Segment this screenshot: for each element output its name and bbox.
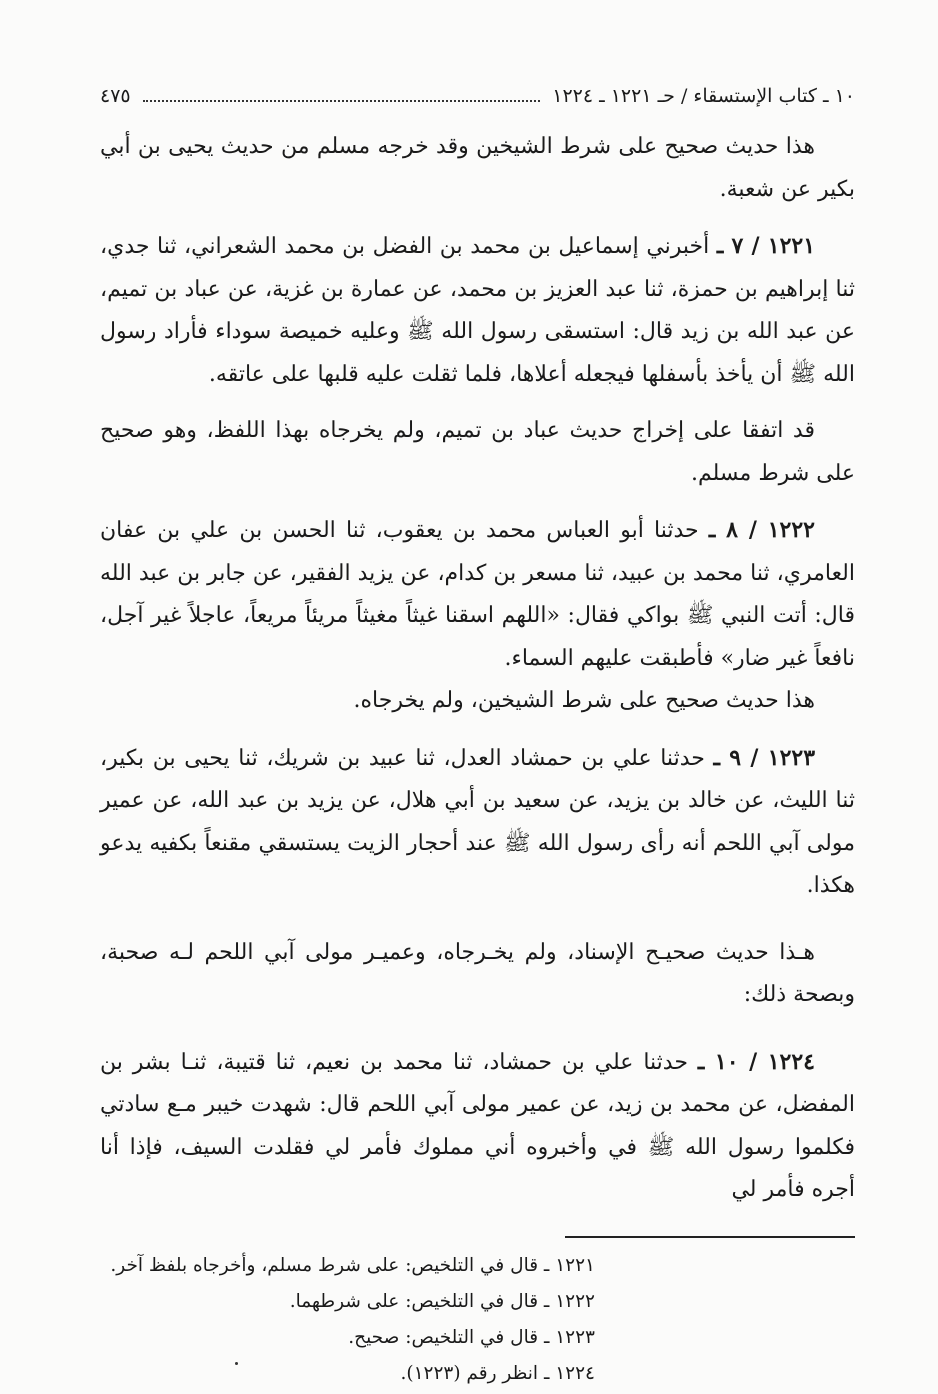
book-page bbox=[100, 80, 855, 1392]
hadith-text: حدثنا أبو العباس محمد بن يعقوب، ثنا الحسن بن علي بن عفان العامري، ثنا محمد بن عبيد، ثنا مسعر بن كدام، عن يزيد الفقير، عن جابر بن عبد الله قال: أتت النبي ﷺ بواكي فقال: «اللهم اسقنا غيثاً مغيثاً مريئاً مريعاً، عاجلاً غير آجل، نافعاً غير ضار» فأطبقت عليهم السماء. bbox=[100, 518, 855, 671]
chapter-title: ١٠ ـ كتاب الإستسقاء / حـ ١٢٢١ ـ ١٢٢٤ bbox=[552, 85, 855, 107]
hadith-text: أخبرني إسماعيل بن محمد بن الفضل بن محمد الشعراني، ثنا جدي، ثنا إبراهيم بن حمزة، ثنا عبد العزيز بن محمد، عن عمارة بن غزية، عن عباد بن تميم، عن عبد الله بن زيد قال: استسقى رسول الله ﷺ وعليه خميصة سوداء فأراد رسول الله ﷺ أن يأخذ بأسفلها فيجعله أعلاها، فلما ثقلت عليه قلبها على عاتقه. bbox=[100, 234, 855, 387]
hadith-number: ١٢٢٢ / ٨ ـ bbox=[708, 517, 815, 543]
hadith-text: حدثنا علي بن حمشاد العدل، ثنا عبيد بن شريك، ثنا يحيى بن بكير، ثنا الليث، عن خالد بن يزيد، عن سعيد بن أبي هلال، عن يزيد بن عبد الله، عن عمير مولى آبي اللحم أنه رأى رسول الله ﷺ عند أحجار الزيت يستسقي مقنعاً بكفيه يدعو هكذا. bbox=[100, 745, 855, 898]
comment-1222: هذا حديث صحيح على شرط الشيخين، ولم يخرجاه. bbox=[353, 688, 815, 713]
hadith-1224 bbox=[100, 1041, 855, 1212]
footnote-rule bbox=[565, 1236, 855, 1238]
footnote: ١٢٢٣ ـ قال في التلخيص: صحيح. bbox=[348, 1326, 595, 1348]
hadith-1221 bbox=[100, 225, 855, 396]
footnotes bbox=[100, 1248, 595, 1392]
leader-dots bbox=[143, 82, 541, 102]
hadith-number: ١٢٢١ / ٧ ـ bbox=[716, 233, 816, 259]
page-number: ٤٧٥ bbox=[100, 85, 131, 107]
comment-1221: قد اتفقا على إخراج حديث عباد بن تميم، ولم يخرجاه بهذا اللفظ، وهو صحيح على شرط مسلم. bbox=[100, 418, 855, 486]
footnote: ١٢٢٤ ـ انظر رقم (١٢٢٣). bbox=[400, 1362, 595, 1384]
hadith-1223 bbox=[100, 737, 855, 908]
hadith-number: ١٢٢٤ / ١٠ ـ bbox=[697, 1048, 815, 1075]
hadith-text: حدثنا علي بن حمشاد، ثنا محمد بن نعيم، ثنا قتيبة، ثنـا بشر بن المفضل، عن محمد بن زيد، عن عمير مولى آبي اللحم قال: شهدت خيبر مـع سادتي فكلموا رسول الله ﷺ في وأخبروه أني مملوك فأمر لي فقلدت السيف، فإذا أنا أجره فأمر لي bbox=[100, 1049, 855, 1202]
hadith-number: ١٢٢٣ / ٩ ـ bbox=[713, 744, 816, 771]
hadith-1222 bbox=[100, 509, 855, 680]
paragraph-intro: هذا حديث صحيح على شرط الشيخين وقد خرجه مسلم من حديث يحيى بن أبي بكير عن شعبة. bbox=[100, 134, 855, 202]
footnote: ١٢٢٢ ـ قال في التلخيص: على شرطهما. bbox=[289, 1290, 595, 1312]
footnote: ١٢٢١ ـ قال في التلخيص: على شرط مسلم، وأخرجاه بلفظ آخر. bbox=[110, 1254, 595, 1276]
print-speck bbox=[235, 1362, 238, 1365]
comment-1223: هـذا حديث صحيـح الإسناد، ولم يخـرجاه، وعميـر مولى آبي اللحم لـه صحبة، وبصحة ذلك: bbox=[100, 939, 855, 1007]
running-head bbox=[100, 80, 855, 112]
